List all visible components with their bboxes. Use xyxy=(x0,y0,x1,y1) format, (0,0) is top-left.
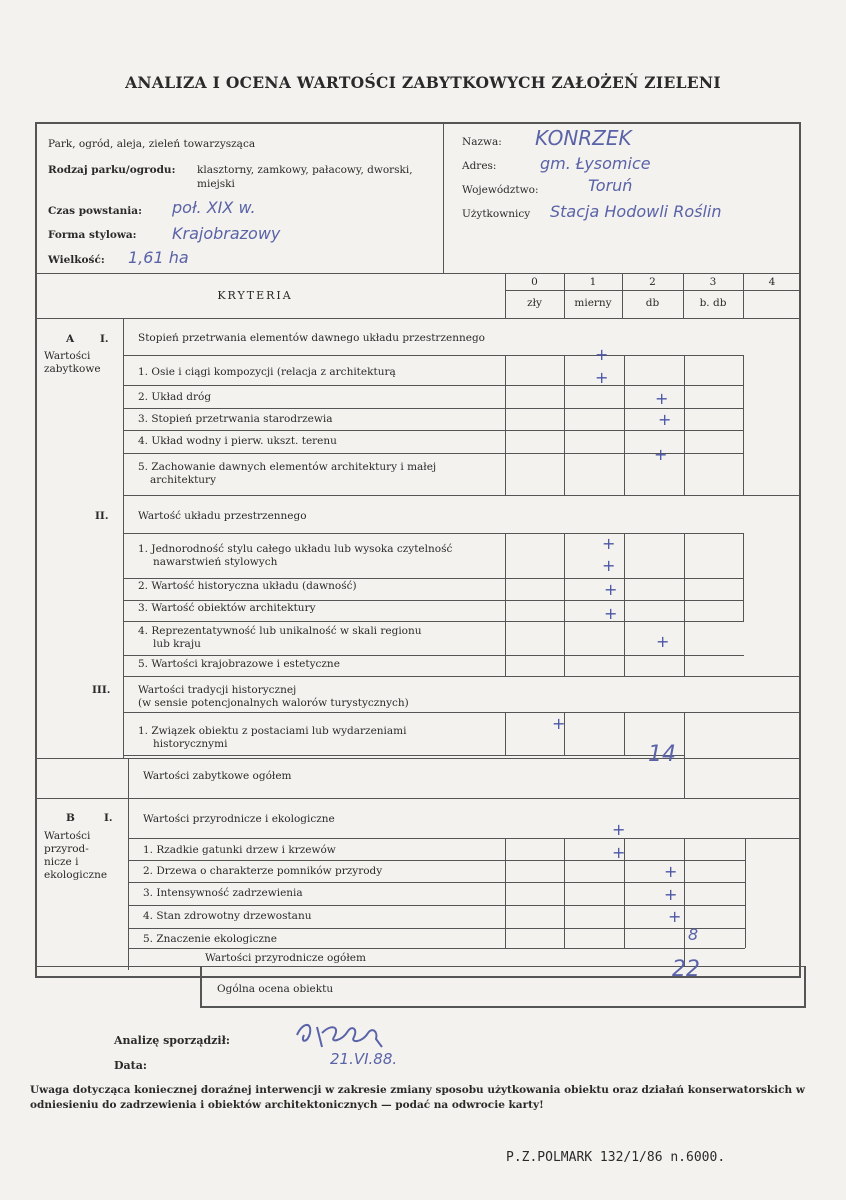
score-word-0: zły xyxy=(527,297,542,309)
row-a2-4: 4. Reprezentatywność lub unikalność w skali regionu xyxy=(138,625,422,637)
mark-plus: + xyxy=(602,534,616,553)
section-a-iii: III. xyxy=(92,684,111,696)
mark-plus: + xyxy=(602,556,616,575)
total-a-label: Wartości zabytkowe ogółem xyxy=(143,770,292,782)
row-b1-5-value: 8 xyxy=(688,925,699,944)
group-a3-heading: Wartości tradycji historycznej xyxy=(138,684,297,696)
mark-plus: + xyxy=(664,885,678,904)
users-value: Stacja Hodowli Roślin xyxy=(550,202,722,221)
park-type-line: Park, ogród, aleja, zieleń towarzysząca xyxy=(48,138,256,150)
group-a3-heading-2: (w sensie potencjonalnych walorów turystycznych) xyxy=(138,697,409,709)
mark-plus: + xyxy=(604,580,618,599)
row-b1-4: 4. Stan zdrowotny drzewostanu xyxy=(143,910,312,922)
score-number-0: 0 xyxy=(531,276,538,288)
score-number-4: 4 xyxy=(768,276,776,288)
row-b1-1: 1. Rzadkie gatunki drzew i krzewów xyxy=(143,844,336,856)
time-value: poł. XIX w. xyxy=(172,198,256,217)
row-a2-5: 5. Wartości krajobrazowe i estetyczne xyxy=(138,658,340,670)
page-title: ANALIZA I OCENA WARTOŚCI ZABYTKOWYCH ZAŁOŻEŃ ZIELENI xyxy=(125,73,721,92)
section-b-roman: I. xyxy=(104,812,113,824)
kind-options-2: miejski xyxy=(197,178,235,190)
mark-plus: + xyxy=(668,907,682,926)
users-label: Użytkownicy xyxy=(462,208,531,220)
section-b-title: Wartości xyxy=(44,830,91,842)
total-b-label: Wartości przyrodnicze ogółem xyxy=(205,952,366,964)
row-a2-3: 3. Wartość obiektów architektury xyxy=(138,602,316,614)
row-b1-5: 5. Znaczenie ekologiczne xyxy=(143,933,278,945)
mark-plus: + xyxy=(658,410,672,429)
section-a-letter: A xyxy=(66,333,75,345)
row-a2-4-cont: lub kraju xyxy=(153,638,201,650)
row-a1-5: 5. Zachowanie dawnych elementów architektury i małej xyxy=(138,461,437,473)
row-b1-3: 3. Intensywność zadrzewienia xyxy=(143,887,303,899)
section-b-title-4: ekologiczne xyxy=(44,869,108,881)
mark-plus: + xyxy=(655,389,669,408)
kind-options: klasztorny, zamkowy, pałacowy, dworski, xyxy=(197,164,413,176)
prepared-by-label: Analizę sporządził: xyxy=(114,1034,230,1047)
voivodeship-value: Toruń xyxy=(588,176,633,195)
score-word-2: db xyxy=(645,297,660,309)
row-a3-1: 1. Związek obiektu z postaciami lub wydarzeniami xyxy=(138,725,407,737)
section-b-title-2: przyrod- xyxy=(44,843,89,855)
criteria-label: KRYTERIA xyxy=(217,289,293,302)
row-a3-1-cont: historycznymi xyxy=(153,738,228,750)
score-word-1: mierny xyxy=(574,297,612,309)
mark-plus: + xyxy=(664,862,678,881)
name-value: KONRZEK xyxy=(535,126,632,150)
row-a1-4: 4. Układ wodny i pierw. ukszt. terenu xyxy=(138,435,337,447)
section-a-ii: II. xyxy=(95,510,109,522)
score-number-2: 2 xyxy=(649,276,656,288)
size-value: 1,61 ha xyxy=(128,248,189,267)
row-a1-1: 1. Osie i ciągi kompozycji (relacja z architekturą xyxy=(138,366,396,378)
mark-plus: + xyxy=(595,368,609,387)
row-b1-2: 2. Drzewa o charakterze pomników przyrody xyxy=(143,865,383,877)
row-a2-1-cont: nawarstwień stylowych xyxy=(153,556,278,568)
signature xyxy=(292,1013,412,1053)
section-b-letter: B xyxy=(66,812,75,824)
mark-plus: + xyxy=(612,820,626,839)
total-a-value: 14 xyxy=(648,742,676,767)
style-value: Krajobrazowy xyxy=(172,224,281,243)
style-label: Forma stylowa: xyxy=(48,229,137,241)
mark-plus: + xyxy=(656,632,670,651)
score-word-3: b. db xyxy=(699,297,727,309)
row-a1-2: 2. Układ dróg xyxy=(138,391,212,403)
mark-plus: + xyxy=(612,843,626,862)
row-a1-5-cont: architektury xyxy=(150,474,217,486)
address-value: gm. Łysomice xyxy=(540,154,651,173)
overall-value: 22 xyxy=(672,957,700,982)
mark-plus: + xyxy=(552,714,566,733)
intervention-note: Uwaga dotycząca koniecznej doraźnej interwencji w zakresie zmiany sposobu użytkowania obiektu oraz działań konserwatorskich w odniesieniu do zadrzewienia i obiektów architektonicznych — podać na odwrocie karty! xyxy=(30,1084,805,1111)
mark-plus: + xyxy=(654,445,668,464)
print-code: P.Z.POLMARK 132/1/86 n.6000. xyxy=(506,1150,726,1165)
mark-plus: + xyxy=(595,345,609,364)
group-b1-heading: Wartości przyrodnicze i ekologiczne xyxy=(143,813,335,825)
score-number-1: 1 xyxy=(589,276,597,288)
mark-plus: + xyxy=(604,604,618,623)
section-a-title-2: zabytkowe xyxy=(44,363,101,375)
row-a2-1: 1. Jednorodność stylu całego układu lub wysoka czytelność xyxy=(138,543,453,555)
date-value: 21.VI.88. xyxy=(330,1050,398,1068)
score-number-3: 3 xyxy=(709,276,717,288)
address-label: Adres: xyxy=(462,160,497,172)
group-a1-heading: Stopień przetrwania elementów dawnego układu przestrzennego xyxy=(138,332,485,344)
name-label: Nazwa: xyxy=(462,136,502,148)
voivodeship-label: Województwo: xyxy=(462,184,539,196)
overall-label: Ogólna ocena obiektu xyxy=(217,983,334,995)
row-a1-3: 3. Stopień przetrwania starodrzewia xyxy=(138,413,333,425)
group-a2-heading: Wartość układu przestrzennego xyxy=(138,510,307,522)
kind-label: Rodzaj parku/ogrodu: xyxy=(48,164,176,176)
date-label: Data: xyxy=(114,1059,147,1072)
section-b-title-3: nicze i xyxy=(44,856,79,868)
row-a2-2: 2. Wartość historyczna układu (dawność) xyxy=(138,580,357,592)
time-label: Czas powstania: xyxy=(48,205,142,217)
section-a-title: Wartości xyxy=(44,350,91,362)
section-a-roman: I. xyxy=(100,333,109,345)
size-label: Wielkość: xyxy=(48,254,105,266)
